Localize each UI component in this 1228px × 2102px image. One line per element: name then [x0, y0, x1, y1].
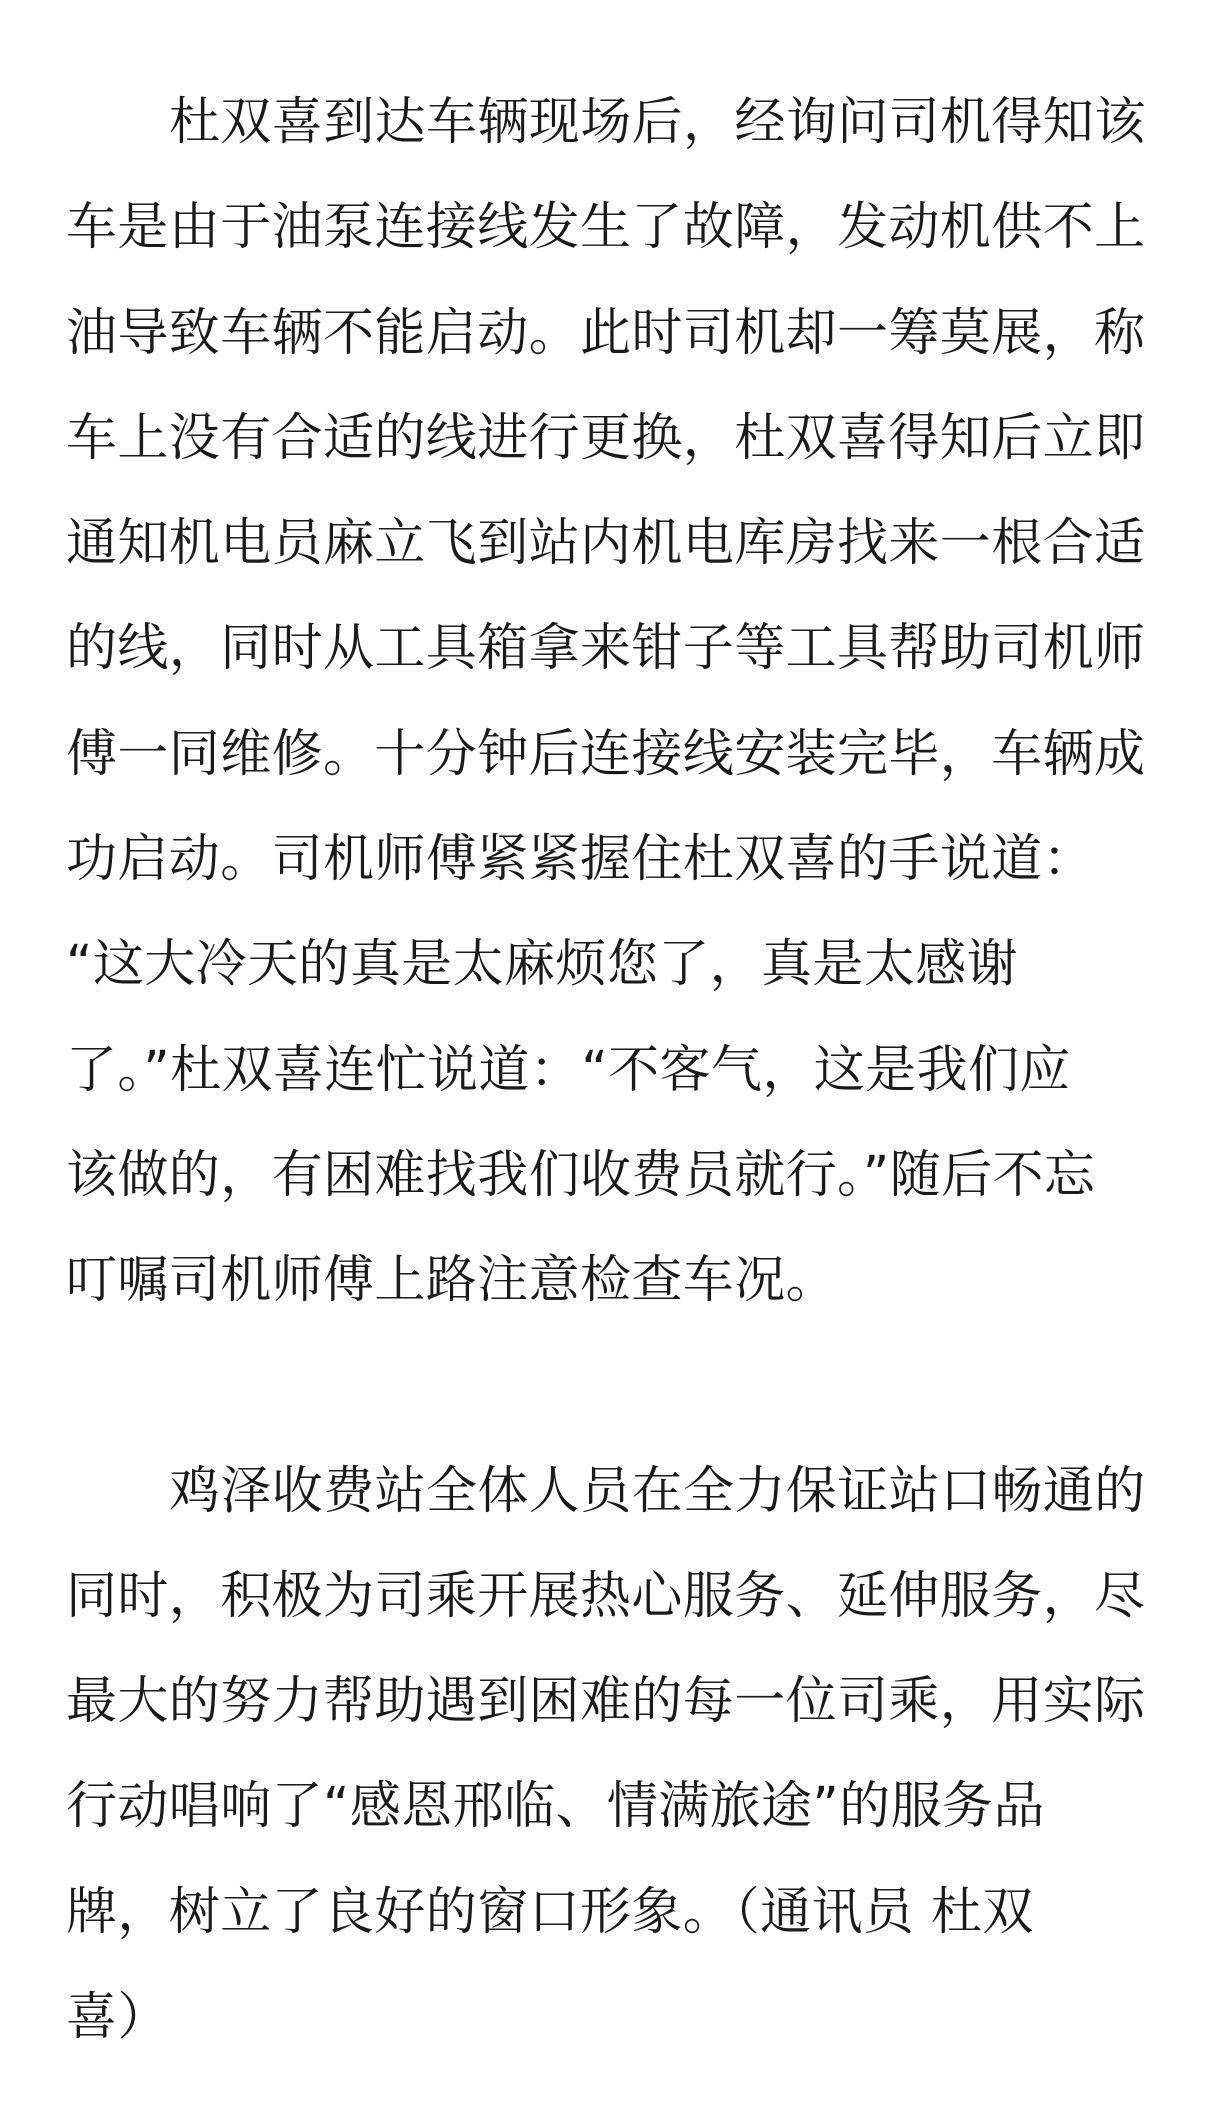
- paragraph-1: [66, 70, 1166, 1334]
- paragraph-2: [66, 1439, 1166, 2071]
- paragraph-line: 油导致车辆不能启动。此时司机却一筹莫展，称: [66, 303, 1146, 363]
- paragraph-line: 的线，同时从工具箱拿来钳子等工具帮助司机师: [66, 619, 1146, 679]
- paragraph-spacer: [66, 1334, 1166, 1439]
- paragraph-line: 牌，树立了良好的窗口形象。（通讯员 杜双: [66, 1882, 1034, 1942]
- paragraph-line: 该做的，有困难找我们收费员就行。”随后不忘: [66, 1145, 1096, 1205]
- paragraph-line: 傅一同维修。十分钟后连接线安装完毕，车辆成: [66, 724, 1146, 784]
- paragraph-line: “这大冷天的真是太麻烦您了，真是太感谢: [66, 935, 1019, 995]
- paragraph-line: 杜双喜到达车辆现场后，经询问司机得知该: [169, 93, 1146, 152]
- paragraph-line: 叮嘱司机师傅上路注意检查车况。: [66, 1251, 838, 1311]
- paragraph-line: 车是由于油泵连接线发生了故障，发动机供不上: [66, 198, 1146, 258]
- paragraph-line: 车上没有合适的线进行更换，杜双喜得知后立即: [66, 408, 1146, 468]
- paragraph-line: 通知机电员麻立飞到站内机电库房找来一根合适: [66, 514, 1146, 574]
- paragraph-line: 最大的努力帮助遇到困难的每一位司乘，用实际: [66, 1672, 1146, 1732]
- paragraph-line: 功启动。司机师傅紧紧握住杜双喜的手说道：: [66, 830, 1095, 890]
- paragraph-line: 同时，积极为司乘开展热心服务、延伸服务，尽: [66, 1566, 1146, 1626]
- paragraph-line: 鸡泽收费站全体人员在全力保证站口畅通的: [169, 1461, 1146, 1521]
- paragraph-line: 了。”杜双喜连忙说道：“不客气，这是我们应: [66, 1040, 1071, 1100]
- article-body: [66, 70, 1166, 2070]
- paragraph-line: 喜）: [66, 1988, 169, 2048]
- paragraph-line: 行动唱响了“感恩邢临、情满旅途”的服务品: [66, 1777, 1045, 1837]
